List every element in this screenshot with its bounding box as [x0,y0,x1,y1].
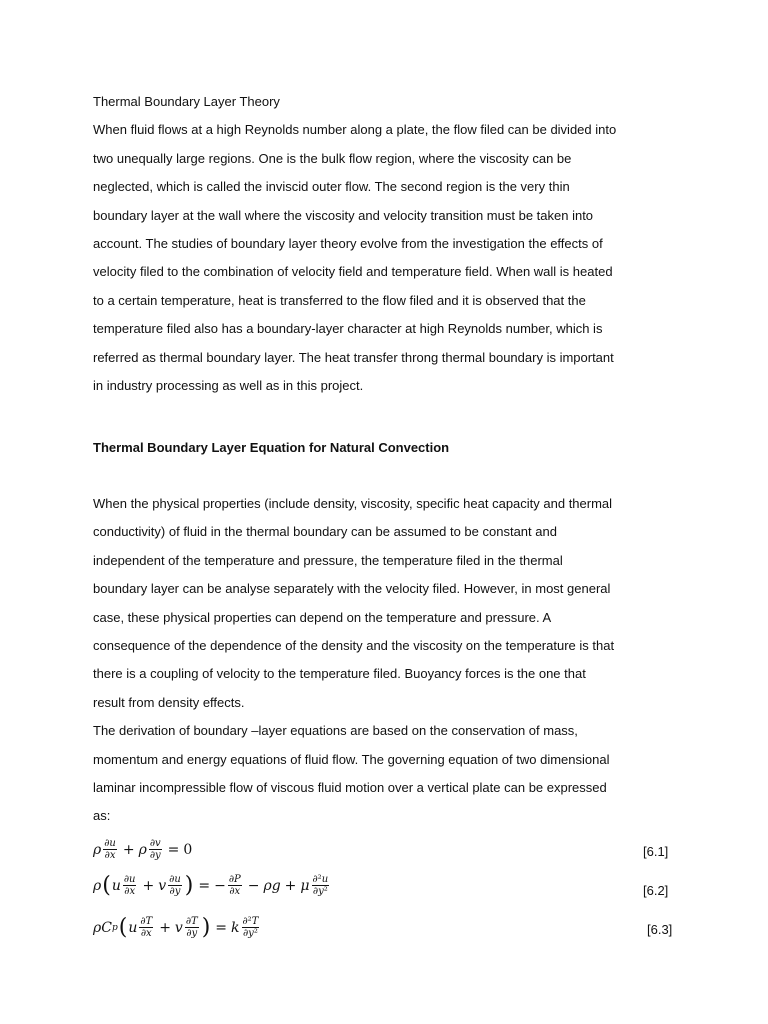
equation-number: [6.2] [643,883,669,898]
text-line: The derivation of boundary –layer equations are based on the conservation of mass, [93,723,578,739]
text-line: case, these physical properties can depend on the temperature and pressure. A [93,609,552,625]
text-line: temperature filed also has a boundary-layer character at high Reynolds number, which is [93,321,603,337]
text-line: velocity filed to the combination of velocity field and temperature field. When wall is heated [93,264,613,280]
document-title: Thermal Boundary Layer Theory [93,94,280,109]
text-line: result from density effects. [93,694,245,710]
section-heading: Thermal Boundary Layer Equation for Natural Convection [93,440,450,455]
equation-number: [6.1] [643,844,669,859]
equation-energy: ρC p ( u $\frac{\partial T}{\partial x}$ + v $\frac{\partial T}{\partial y}$ ) = k $\frac{\text{∂²T}}{\text{∂y²}}$ [93,914,259,940]
text-line: as: [93,808,111,824]
text-line: momentum and energy equations of fluid flow. The governing equation of two dimensional [93,751,610,767]
text-line: consequence of the dependence of the density and the viscosity on the temperature is that [93,638,615,654]
text-line: laminar incompressible flow of viscous fluid motion over a vertical plate can be expressed [93,780,607,796]
text-line: there is a coupling of velocity to the temperature filed. Buoyancy forces is the one that [93,666,586,682]
text-line: boundary layer can be analyse separately with the velocity filed. However, in most general [93,581,611,597]
text-line: When the physical properties (include density, viscosity, specific heat capacity and thermal [93,496,613,511]
equation-momentum: ρ ( u $\frac{\partial u}{\partial x}$ + v $\frac{\partial u}{\partial y}$ ) = − $\frac{\partial P}{\partial x}$ − ρg + μ $\frac{\text{∂²u}}{\text{∂y²}}$ [93,872,329,898]
text-line: in industry processing as well as in this project. [93,378,364,394]
text-line: When fluid flows at a high Reynolds number along a plate, the flow filed can be divided into [93,122,617,138]
text-line: boundary layer at the wall where the viscosity and velocity transition must be taken into [93,207,594,223]
equation-number: [6.3] [647,922,673,937]
paragraph-intro [93,88,693,400]
text-line: to a certain temperature, heat is transferred to the flow filed and it is observed that the [93,292,586,308]
text-line: account. The studies of boundary layer theory evolve from the investigation the effects of [93,236,603,252]
paragraph-body [93,490,693,831]
text-line: independent of the temperature and pressure, the temperature filed in the thermal [93,552,563,568]
text-line: referred as thermal boundary layer. The heat transfer throng thermal boundary is important [93,349,614,365]
equation-continuity: ρ $\frac{\partial u}{\partial x}$ + ρ $\frac{\partial v}{\partial y}$ = 0 [93,838,193,861]
text-line: neglected, which is called the inviscid outer flow. The second region is the very thin [93,179,570,195]
text-line: conductivity) of fluid in the thermal boundary can be assumed to be constant and [93,524,557,540]
text-line: two unequally large regions. One is the bulk flow region, where the viscosity can be [93,150,572,166]
